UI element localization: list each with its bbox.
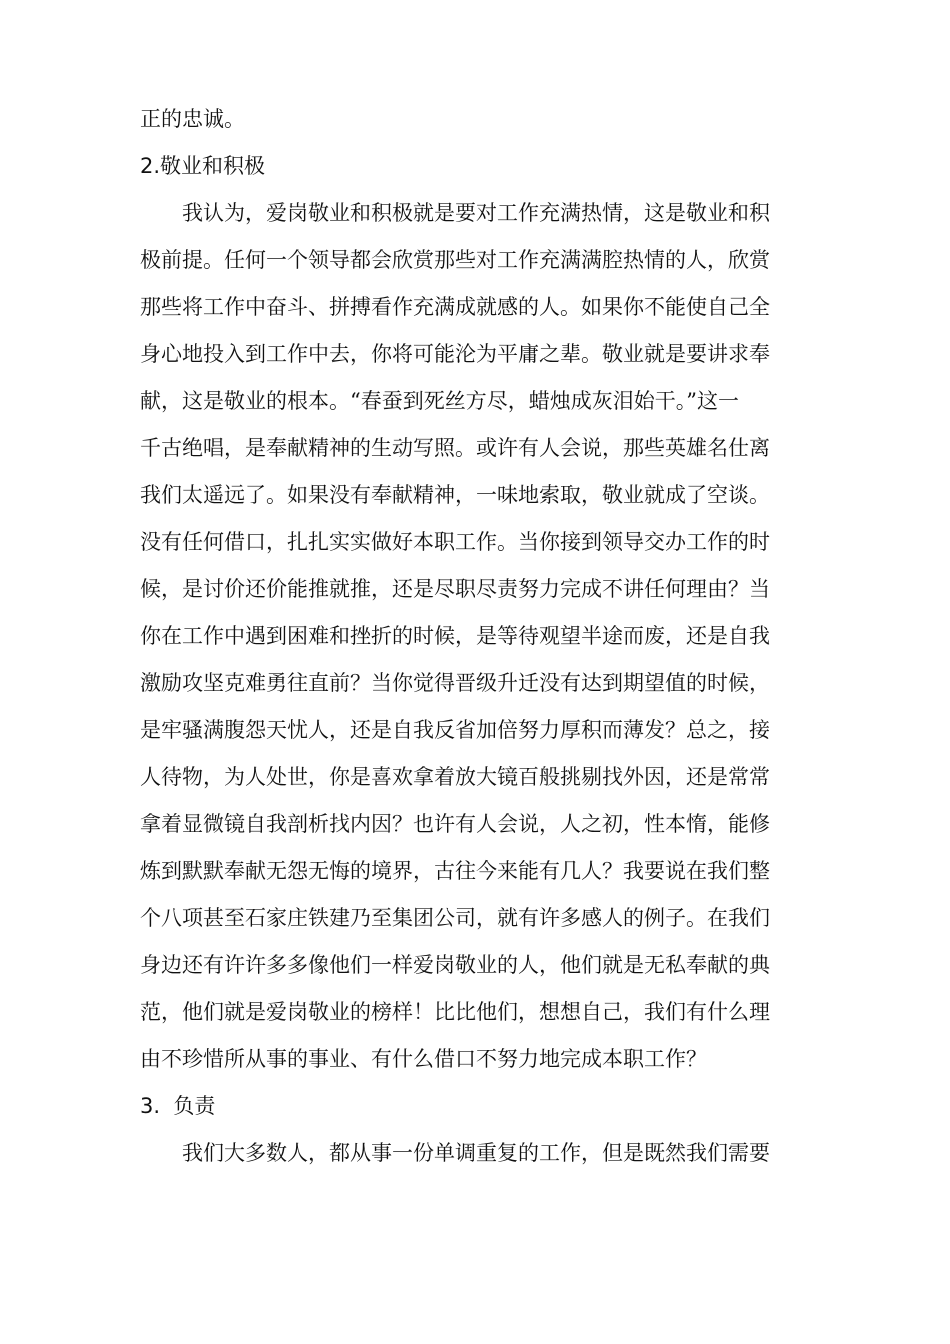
document-page — [140, 96, 820, 1177]
paragraph-line: 由不珍惜所从事的事业、有什么借口不努力地完成本职工作？ — [140, 1047, 707, 1071]
paragraph-line: 我认为，爱岗敬业和积极就是要对工作充满热情，这是敬业和积 — [182, 201, 770, 225]
paragraph-line: 身边还有许许多多像他们一样爱岗敬业的人，他们就是无私奉献的典 — [140, 953, 770, 977]
paragraph-line: 千古绝唱，是奉献精神的生动写照。或许有人会说，那些英雄名仕离 — [140, 436, 770, 460]
section-2-paragraph — [140, 190, 820, 1083]
paragraph-line: 拿着显微镜自我剖析找内因？也许有人会说，人之初，性本惰，能修 — [140, 812, 770, 836]
paragraph-line: 身心地投入到工作中去，你将可能沦为平庸之辈。敬业就是要讲求奉 — [140, 342, 770, 366]
paragraph-tail: 正的忠诚。 — [140, 107, 245, 131]
paragraph-line: 极前提。任何一个领导都会欣赏那些对工作充满满腔热情的人，欣赏 — [140, 248, 770, 272]
paragraph-line: 我们太遥远了。如果没有奉献精神，一味地索取，敬业就成了空谈。 — [140, 483, 770, 507]
section-heading-2: 2.敬业和积极 — [140, 154, 266, 178]
paragraph-line: 献，这是敬业的根本。“春蚕到死丝方尽，蜡烛成灰泪始干。”这一 — [140, 389, 739, 413]
paragraph-line: 候，是讨价还价能推就推，还是尽职尽责努力完成不讲任何理由？当 — [140, 577, 770, 601]
section-heading-3: 3. 负责 — [140, 1094, 216, 1118]
paragraph-line: 个八项甚至石家庄铁建乃至集团公司，就有许多感人的例子。在我们 — [140, 906, 770, 930]
paragraph-line: 人待物，为人处世，你是喜欢拿着放大镜百般挑剔找外因，还是常常 — [140, 765, 770, 789]
paragraph-line: 没有任何借口，扎扎实实做好本职工作。当你接到领导交办工作的时 — [140, 530, 770, 554]
paragraph-line: 激励攻坚克难勇往直前？当你觉得晋级升迁没有达到期望值的时候， — [140, 671, 770, 695]
paragraph-line: 范，他们就是爱岗敬业的榜样！比比他们，想想自己，我们有什么理 — [140, 1000, 770, 1024]
paragraph-line: 炼到默默奉献无怨无悔的境界，古往今来能有几人？我要说在我们整 — [140, 859, 770, 883]
paragraph-line: 那些将工作中奋斗、拼搏看作充满成就感的人。如果你不能使自己全 — [140, 295, 770, 319]
paragraph-line: 是牢骚满腹怨天忧人，还是自我反省加倍努力厚积而薄发？总之，接 — [140, 718, 770, 742]
section-3-paragraph — [140, 1130, 820, 1177]
paragraph-line: 你在工作中遇到困难和挫折的时候，是等待观望半途而废，还是自我 — [140, 624, 770, 648]
paragraph-line: 我们大多数人，都从事一份单调重复的工作，但是既然我们需要 — [182, 1141, 770, 1165]
